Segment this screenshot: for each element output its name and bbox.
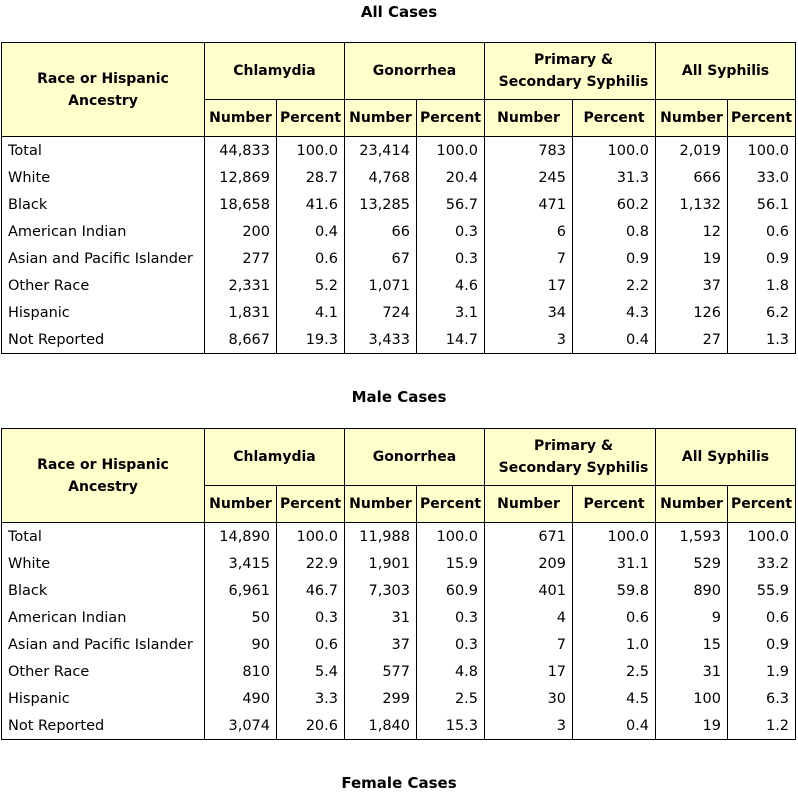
percent-cell: 19.3 <box>277 326 345 354</box>
female-cases-title: Female Cases <box>341 774 457 792</box>
number-cell: 12 <box>656 218 728 245</box>
number-cell: 3,074 <box>205 712 277 740</box>
percent-cell: 6.3 <box>728 685 796 712</box>
percent-cell: 0.6 <box>573 604 656 631</box>
percent-cell: 0.3 <box>417 245 485 272</box>
percent-cell: 0.3 <box>417 604 485 631</box>
table-row <box>2 164 796 191</box>
chlamydia-header: Chlamydia <box>205 43 345 100</box>
number-cell: 2,331 <box>205 272 277 299</box>
number-cell: 3,415 <box>205 550 277 577</box>
number-cell: 12,869 <box>205 164 277 191</box>
percent-cell: 100.0 <box>277 523 345 551</box>
number-cell: 671 <box>485 523 573 551</box>
number-cell: 783 <box>485 137 573 165</box>
ps-syphilis-header: Primary & Secondary Syphilis <box>485 43 656 100</box>
number-cell: 9 <box>656 604 728 631</box>
chlamydia-header: Chlamydia <box>205 429 345 486</box>
percent-cell: 31.1 <box>573 550 656 577</box>
percent-cell: 14.7 <box>417 326 485 354</box>
number-cell: 1,132 <box>656 191 728 218</box>
percent-cell: 0.8 <box>573 218 656 245</box>
all-syphilis-header: All Syphilis <box>656 429 796 486</box>
male-cases-title: Male Cases <box>351 388 447 406</box>
number-cell: 1,901 <box>345 550 417 577</box>
percent-header: Percent <box>417 486 485 523</box>
percent-header: Percent <box>573 100 656 137</box>
number-cell: 34 <box>485 299 573 326</box>
percent-cell: 46.7 <box>277 577 345 604</box>
percent-cell: 20.4 <box>417 164 485 191</box>
number-cell: 1,831 <box>205 299 277 326</box>
number-cell: 7,303 <box>345 577 417 604</box>
percent-cell: 41.6 <box>277 191 345 218</box>
percent-cell: 4.5 <box>573 685 656 712</box>
percent-cell: 100.0 <box>417 523 485 551</box>
percent-cell: 0.6 <box>728 218 796 245</box>
male-cases-table <box>1 428 796 740</box>
number-cell: 13,285 <box>345 191 417 218</box>
number-cell: 90 <box>205 631 277 658</box>
percent-cell: 59.8 <box>573 577 656 604</box>
number-cell: 67 <box>345 245 417 272</box>
table-row <box>2 685 796 712</box>
percent-cell: 0.3 <box>417 631 485 658</box>
percent-cell: 5.2 <box>277 272 345 299</box>
percent-cell: 15.3 <box>417 712 485 740</box>
gonorrhea-header: Gonorrhea <box>345 43 485 100</box>
number-cell: 11,988 <box>345 523 417 551</box>
row-label: Black <box>2 191 205 218</box>
number-cell: 17 <box>485 272 573 299</box>
table-row <box>2 577 796 604</box>
all-syphilis-header: All Syphilis <box>656 43 796 100</box>
percent-cell: 28.7 <box>277 164 345 191</box>
percent-cell: 0.3 <box>417 218 485 245</box>
percent-cell: 1.9 <box>728 658 796 685</box>
number-header: Number <box>205 486 277 523</box>
number-cell: 209 <box>485 550 573 577</box>
percent-cell: 60.2 <box>573 191 656 218</box>
percent-cell: 55.9 <box>728 577 796 604</box>
number-header: Number <box>345 486 417 523</box>
row-label: Hispanic <box>2 685 205 712</box>
number-cell: 577 <box>345 658 417 685</box>
percent-cell: 15.9 <box>417 550 485 577</box>
number-cell: 200 <box>205 218 277 245</box>
number-cell: 8,667 <box>205 326 277 354</box>
number-header: Number <box>485 486 573 523</box>
number-cell: 17 <box>485 658 573 685</box>
percent-cell: 100.0 <box>728 137 796 165</box>
row-label: American Indian <box>2 218 205 245</box>
table-row <box>2 272 796 299</box>
percent-cell: 3.1 <box>417 299 485 326</box>
number-cell: 1,593 <box>656 523 728 551</box>
percent-cell: 22.9 <box>277 550 345 577</box>
number-cell: 37 <box>345 631 417 658</box>
number-cell: 6,961 <box>205 577 277 604</box>
male-cases-body <box>2 523 796 740</box>
percent-cell: 3.3 <box>277 685 345 712</box>
all-cases-title: All Cases <box>360 3 438 21</box>
number-cell: 126 <box>656 299 728 326</box>
number-cell: 2,019 <box>656 137 728 165</box>
number-cell: 277 <box>205 245 277 272</box>
number-cell: 19 <box>656 245 728 272</box>
percent-cell: 1.2 <box>728 712 796 740</box>
row-label: American Indian <box>2 604 205 631</box>
number-header: Number <box>345 100 417 137</box>
percent-cell: 100.0 <box>277 137 345 165</box>
percent-cell: 56.1 <box>728 191 796 218</box>
percent-cell: 60.9 <box>417 577 485 604</box>
percent-cell: 6.2 <box>728 299 796 326</box>
number-cell: 1,071 <box>345 272 417 299</box>
percent-cell: 1.8 <box>728 272 796 299</box>
percent-header: Percent <box>417 100 485 137</box>
all-cases-body <box>2 137 796 354</box>
number-cell: 18,658 <box>205 191 277 218</box>
percent-cell: 0.4 <box>277 218 345 245</box>
table-row <box>2 218 796 245</box>
table-row <box>2 712 796 740</box>
number-cell: 299 <box>345 685 417 712</box>
number-cell: 31 <box>656 658 728 685</box>
row-label: Hispanic <box>2 299 205 326</box>
row-label: Other Race <box>2 272 205 299</box>
percent-cell: 33.2 <box>728 550 796 577</box>
percent-header: Percent <box>277 100 345 137</box>
row-label: Black <box>2 577 205 604</box>
number-cell: 1,840 <box>345 712 417 740</box>
number-cell: 7 <box>485 245 573 272</box>
number-cell: 31 <box>345 604 417 631</box>
table-row <box>2 604 796 631</box>
percent-header: Percent <box>728 100 796 137</box>
percent-cell: 20.6 <box>277 712 345 740</box>
number-cell: 4,768 <box>345 164 417 191</box>
number-cell: 3 <box>485 326 573 354</box>
row-label: Total <box>2 137 205 165</box>
number-header: Number <box>656 100 728 137</box>
ps-syphilis-header: Primary & Secondary Syphilis <box>485 429 656 486</box>
percent-cell: 0.4 <box>573 712 656 740</box>
table-row <box>2 523 796 551</box>
percent-cell: 2.2 <box>573 272 656 299</box>
row-label: White <box>2 164 205 191</box>
number-cell: 23,414 <box>345 137 417 165</box>
number-cell: 37 <box>656 272 728 299</box>
percent-header: Percent <box>277 486 345 523</box>
percent-cell: 0.9 <box>728 245 796 272</box>
row-label: Asian and Pacific Islander <box>2 631 205 658</box>
number-cell: 4 <box>485 604 573 631</box>
gonorrhea-header: Gonorrhea <box>345 429 485 486</box>
percent-cell: 0.6 <box>277 631 345 658</box>
number-cell: 30 <box>485 685 573 712</box>
number-cell: 50 <box>205 604 277 631</box>
number-cell: 19 <box>656 712 728 740</box>
table-row <box>2 137 796 165</box>
number-cell: 6 <box>485 218 573 245</box>
number-cell: 27 <box>656 326 728 354</box>
percent-cell: 100.0 <box>417 137 485 165</box>
percent-cell: 1.3 <box>728 326 796 354</box>
number-cell: 44,833 <box>205 137 277 165</box>
percent-cell: 4.6 <box>417 272 485 299</box>
percent-cell: 0.6 <box>728 604 796 631</box>
table-row <box>2 658 796 685</box>
percent-cell: 4.8 <box>417 658 485 685</box>
percent-cell: 100.0 <box>573 523 656 551</box>
number-cell: 15 <box>656 631 728 658</box>
row-label: Not Reported <box>2 712 205 740</box>
percent-cell: 31.3 <box>573 164 656 191</box>
row-label: Total <box>2 523 205 551</box>
number-header: Number <box>656 486 728 523</box>
number-cell: 3,433 <box>345 326 417 354</box>
number-header: Number <box>205 100 277 137</box>
number-cell: 529 <box>656 550 728 577</box>
percent-cell: 33.0 <box>728 164 796 191</box>
table-row <box>2 326 796 354</box>
percent-cell: 2.5 <box>417 685 485 712</box>
percent-cell: 1.0 <box>573 631 656 658</box>
number-cell: 401 <box>485 577 573 604</box>
number-header: Number <box>485 100 573 137</box>
number-cell: 666 <box>656 164 728 191</box>
table-row <box>2 631 796 658</box>
number-cell: 100 <box>656 685 728 712</box>
race-column-header: Race or Hispanic Ancestry <box>2 43 205 137</box>
number-cell: 3 <box>485 712 573 740</box>
row-label: Not Reported <box>2 326 205 354</box>
number-cell: 7 <box>485 631 573 658</box>
table-row <box>2 191 796 218</box>
row-label: Other Race <box>2 658 205 685</box>
number-cell: 14,890 <box>205 523 277 551</box>
number-cell: 245 <box>485 164 573 191</box>
percent-header: Percent <box>728 486 796 523</box>
number-cell: 890 <box>656 577 728 604</box>
percent-cell: 0.9 <box>573 245 656 272</box>
row-label: White <box>2 550 205 577</box>
percent-cell: 0.3 <box>277 604 345 631</box>
percent-cell: 100.0 <box>573 137 656 165</box>
row-label: Asian and Pacific Islander <box>2 245 205 272</box>
all-cases-table <box>1 42 796 354</box>
percent-cell: 100.0 <box>728 523 796 551</box>
race-column-header: Race or Hispanic Ancestry <box>2 429 205 523</box>
number-cell: 471 <box>485 191 573 218</box>
number-cell: 810 <box>205 658 277 685</box>
percent-cell: 4.3 <box>573 299 656 326</box>
table-row <box>2 299 796 326</box>
number-cell: 490 <box>205 685 277 712</box>
percent-header: Percent <box>573 486 656 523</box>
percent-cell: 4.1 <box>277 299 345 326</box>
percent-cell: 56.7 <box>417 191 485 218</box>
number-cell: 66 <box>345 218 417 245</box>
table-row <box>2 550 796 577</box>
number-cell: 724 <box>345 299 417 326</box>
table-row <box>2 245 796 272</box>
percent-cell: 0.4 <box>573 326 656 354</box>
percent-cell: 0.6 <box>277 245 345 272</box>
percent-cell: 2.5 <box>573 658 656 685</box>
percent-cell: 0.9 <box>728 631 796 658</box>
percent-cell: 5.4 <box>277 658 345 685</box>
